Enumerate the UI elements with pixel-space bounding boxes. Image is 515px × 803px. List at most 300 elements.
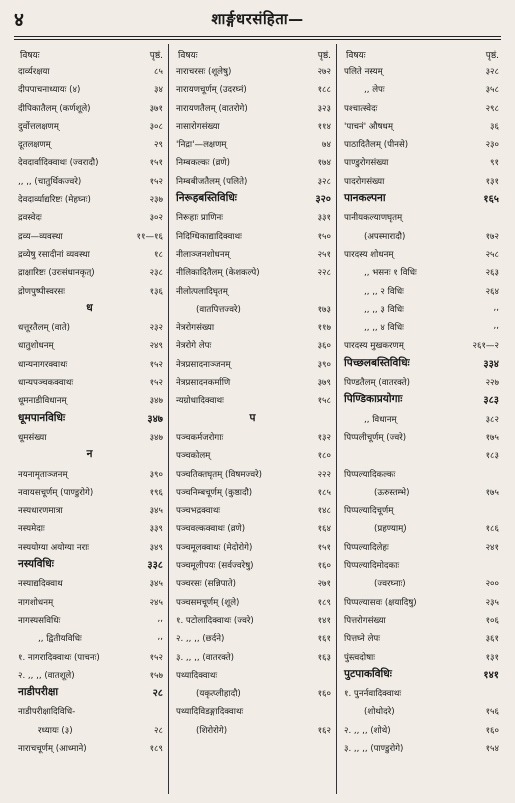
entry-page-number: ,, bbox=[157, 632, 163, 643]
entry-topic: धान्यनागरक्वाथः bbox=[18, 359, 68, 370]
entry-page-number: २८ bbox=[152, 688, 163, 700]
entry-topic: धातुशोधनम् bbox=[18, 341, 54, 352]
index-entry bbox=[14, 135, 165, 153]
index-entry bbox=[340, 172, 501, 190]
entry-page-number: २३५ bbox=[485, 597, 499, 608]
entry-page-number: ८५ bbox=[154, 67, 163, 77]
index-entry bbox=[14, 190, 165, 208]
entry-page-number: १५७ bbox=[149, 670, 163, 681]
entry-topic: दीपपाचनाध्यायः (४) bbox=[18, 85, 81, 96]
entry-page-number: १८० bbox=[317, 451, 331, 462]
entry-page-number: ,, bbox=[157, 613, 163, 624]
entry-topic: (शोथोदरे) bbox=[364, 707, 395, 718]
entry-topic: ,, लेपः bbox=[364, 85, 385, 96]
entry-page-number: २८ bbox=[154, 725, 163, 736]
entry-page-number: २३८ bbox=[149, 268, 163, 279]
entry-topic: नागस्यसविधिः bbox=[18, 615, 61, 626]
entry-page-number: १७२ bbox=[485, 231, 499, 242]
entry-topic: पित्तरोगसंख्या bbox=[344, 615, 386, 626]
index-entry bbox=[14, 519, 165, 537]
entry-page-number: २९८ bbox=[485, 103, 499, 114]
entry-topic: नागशोधनम् bbox=[18, 597, 54, 608]
index-entry bbox=[14, 629, 165, 647]
entry-page-number: १५२ bbox=[149, 652, 163, 663]
entry-topic: ,, ,, (चातुर्थिकज्वरे) bbox=[18, 176, 82, 187]
index-entry bbox=[14, 282, 165, 300]
index-entry bbox=[172, 684, 333, 702]
entry-page-number: १३१ bbox=[485, 652, 499, 663]
index-entry bbox=[14, 62, 165, 80]
entry-topic: ,, ,, ३ विधिः bbox=[364, 304, 404, 315]
entry-topic: १. नागरादिक्वाथः (पाचनः) bbox=[18, 652, 100, 663]
entry-page-number: १५१ bbox=[149, 158, 163, 169]
entry-topic: पलिते नस्यम् bbox=[344, 67, 383, 77]
entry-topic: पिप्पल्यादिमोदकाः bbox=[344, 561, 400, 572]
index-entry bbox=[340, 483, 501, 501]
index-entry bbox=[340, 80, 501, 98]
entry-page-number: ३२० bbox=[315, 194, 331, 206]
index-entry bbox=[14, 648, 165, 666]
entry-page-number: १८८ bbox=[317, 85, 331, 96]
index-entry bbox=[172, 172, 333, 190]
index-entry bbox=[340, 391, 501, 409]
entry-page-number: २३७ bbox=[149, 195, 163, 206]
entry-topic: पाठादितैलम् (पीनसे) bbox=[344, 140, 409, 151]
entry-topic: पञ्चसमचूर्णम् (शूले) bbox=[176, 597, 240, 608]
entry-topic: पित्तघ्ने लेपः bbox=[344, 634, 381, 645]
entry-topic: पश्चात्स्वेदः bbox=[344, 103, 378, 114]
index-entry bbox=[340, 428, 501, 446]
entry-topic: नाडीपरीक्षादिविधि- bbox=[18, 707, 76, 718]
header-rule bbox=[14, 36, 501, 37]
entry-topic: धूमनाडीविधानम् bbox=[18, 396, 67, 407]
index-entry bbox=[340, 318, 501, 336]
index-entry bbox=[340, 227, 501, 245]
entry-page-number: २६१—२ bbox=[472, 341, 499, 352]
index-entry bbox=[14, 263, 165, 281]
index-entry bbox=[14, 153, 165, 171]
entry-topic: पिप्पलीचूर्णम् (ज्वरे) bbox=[344, 432, 407, 443]
entry-topic: (ऊरुस्तम्भे) bbox=[374, 487, 410, 498]
index-entry bbox=[340, 355, 501, 373]
index-entry bbox=[14, 556, 165, 574]
entry-topic: पिप्पल्यादिचूर्णम् bbox=[344, 506, 394, 517]
index-entry bbox=[340, 556, 501, 574]
entry-page-number: १६१ bbox=[317, 634, 331, 645]
entry-topic: पारदस्य मुखकरणम् bbox=[344, 341, 404, 352]
entry-topic: पञ्चकोलम् bbox=[176, 451, 211, 462]
entry-topic: 'पाचनं' औषधम् bbox=[344, 121, 393, 132]
index-entry bbox=[340, 739, 501, 757]
index-entry bbox=[14, 501, 165, 519]
entry-topic: पञ्चभद्रक्वाथः bbox=[176, 506, 221, 517]
entry-page-number: ३३४ bbox=[483, 358, 499, 370]
entry-topic: पिच्छलबस्तिविधिः bbox=[344, 356, 410, 369]
index-entry bbox=[340, 153, 501, 171]
index-column-3 bbox=[340, 44, 501, 796]
entry-page-number: ३४५ bbox=[149, 579, 163, 590]
entry-topic: निरूहबस्तिविधिः bbox=[176, 192, 237, 205]
entry-topic: नस्यधारणमात्रा bbox=[18, 506, 63, 517]
entry-topic: ३. ,, ,, (वातरक्ते) bbox=[176, 652, 234, 663]
entry-topic: द्रव्य—व्यवस्था bbox=[18, 231, 63, 242]
index-column-2 bbox=[172, 44, 333, 796]
entry-page-number: ३६ bbox=[490, 121, 499, 132]
index-entry bbox=[172, 611, 333, 629]
entry-topic: पञ्चरसः (सन्निपाते) bbox=[176, 579, 236, 590]
entry-page-number: २२२ bbox=[317, 469, 331, 480]
entry-topic: पाण्डुरोगसंख्या bbox=[344, 158, 389, 169]
index-entry bbox=[14, 227, 165, 245]
index-entry bbox=[14, 245, 165, 263]
entry-page-number: १४८ bbox=[317, 506, 331, 517]
index-entry bbox=[14, 318, 165, 336]
entry-page-number: ७४ bbox=[322, 140, 331, 151]
entry-topic: (अपस्मारादौ) bbox=[364, 231, 406, 242]
index-entry bbox=[340, 208, 501, 226]
column-header bbox=[340, 44, 501, 62]
entry-page-number: ३६१ bbox=[485, 634, 499, 645]
entry-page-number: ३०२ bbox=[149, 213, 163, 224]
entry-topic: दुर्वोत्तलक्षणम् bbox=[18, 121, 59, 132]
index-entry bbox=[340, 263, 501, 281]
entry-topic: न्यग्रोधादिक्वाथः bbox=[176, 396, 224, 407]
entry-topic: पानकल्पना bbox=[344, 192, 386, 205]
entry-topic: पथ्यादिक्वाथः bbox=[176, 670, 218, 681]
index-entry bbox=[14, 410, 165, 428]
entry-topic: १. पुनर्नवादिक्वाथः bbox=[344, 689, 402, 700]
entry-page-number: २७२ bbox=[317, 67, 331, 77]
entry-topic: नेत्रप्रसादनाञ्जनम् bbox=[176, 359, 231, 370]
entry-topic: नेत्ररोगे लेपः bbox=[176, 341, 212, 352]
index-entry bbox=[340, 538, 501, 556]
index-entry bbox=[172, 208, 333, 226]
index-entry bbox=[172, 648, 333, 666]
entry-topic: नारायणतैलम् (वातरोगे) bbox=[176, 103, 248, 114]
index-entry bbox=[172, 245, 333, 263]
index-entry bbox=[14, 483, 165, 501]
entry-page-number: ३४ bbox=[154, 85, 163, 96]
index-entry bbox=[14, 574, 165, 592]
index-entry bbox=[14, 702, 165, 720]
entry-page-number: ३०८ bbox=[149, 121, 163, 132]
entry-topic: पादरोगसंख्या bbox=[344, 176, 385, 187]
entry-page-number: १६० bbox=[485, 725, 499, 736]
entry-page-number: ३२३ bbox=[317, 103, 331, 114]
entry-topic: धूमसंख्या bbox=[18, 432, 47, 443]
entry-page-number: १६२ bbox=[317, 725, 331, 736]
index-entry bbox=[340, 648, 501, 666]
column-header-page: पृष्ठं. bbox=[485, 51, 499, 61]
entry-topic: धान्यपञ्चकक्वाथः bbox=[18, 378, 74, 389]
index-entry bbox=[172, 391, 333, 409]
index-entry bbox=[340, 336, 501, 354]
entry-topic: निम्बबीजतैलम् (पलिते) bbox=[176, 176, 248, 187]
index-entry bbox=[172, 355, 333, 373]
index-entry bbox=[172, 702, 333, 720]
entry-topic: पारदस्य शोधनम् bbox=[344, 249, 394, 260]
index-entry bbox=[172, 593, 333, 611]
index-entry bbox=[172, 336, 333, 354]
column-header-page: पृष्ठं. bbox=[149, 51, 163, 61]
index-entry bbox=[14, 739, 165, 757]
entry-page-number: १३६ bbox=[149, 286, 163, 297]
entry-topic: नीलोत्पलादिघृतम् bbox=[176, 286, 228, 297]
index-entry bbox=[14, 465, 165, 483]
index-entry bbox=[172, 282, 333, 300]
entry-page-number: १३१ bbox=[485, 176, 499, 187]
entry-topic: पानीयकल्याणघृतम् bbox=[344, 213, 403, 224]
index-entry bbox=[340, 702, 501, 720]
index-entry bbox=[14, 428, 165, 446]
entry-topic: देवदार्व्याद्यरिष्टः (मेहघ्नः) bbox=[18, 195, 91, 206]
index-entry bbox=[14, 208, 165, 226]
index-entry bbox=[14, 117, 165, 135]
column-divider bbox=[168, 44, 169, 794]
entry-topic: २. ,, ,, (शोथे) bbox=[344, 725, 391, 736]
entry-page-number: १८५ bbox=[317, 487, 331, 498]
index-entry bbox=[172, 629, 333, 647]
entry-topic: प bbox=[249, 411, 256, 424]
entry-page-number: ३७९ bbox=[317, 378, 331, 389]
index-entry bbox=[340, 62, 501, 80]
entry-topic: पिप्पल्यासवः (क्षयादिषु) bbox=[344, 597, 417, 608]
entry-topic: ध bbox=[86, 301, 93, 314]
index-entry bbox=[172, 153, 333, 171]
entry-page-number: ३४५ bbox=[149, 506, 163, 517]
entry-page-number: ३३१ bbox=[317, 213, 331, 224]
index-entry bbox=[14, 373, 165, 391]
column-header-page: पृष्ठं. bbox=[317, 51, 331, 61]
index-column-1 bbox=[14, 44, 165, 796]
entry-topic: ,, विधानम् bbox=[364, 414, 397, 425]
page-number: ४ bbox=[14, 9, 24, 31]
index-entry bbox=[172, 99, 333, 117]
entry-page-number: १६४ bbox=[317, 524, 331, 535]
entry-topic: पिप्पल्यादिलेहः bbox=[344, 542, 389, 553]
index-entry bbox=[172, 446, 333, 464]
entry-page-number: ११७ bbox=[317, 323, 331, 334]
entry-page-number: ३७१ bbox=[149, 103, 163, 114]
entry-page-number: १७५ bbox=[485, 432, 499, 443]
running-title: शार्ङ्गधरसंहिता— bbox=[211, 10, 304, 28]
index-entry bbox=[340, 282, 501, 300]
index-entry bbox=[172, 483, 333, 501]
index-entry bbox=[14, 538, 165, 556]
index-entry bbox=[172, 465, 333, 483]
entry-topic: 'निद्रा'—लक्षणम् bbox=[176, 140, 227, 151]
entry-page-number: १६५ bbox=[483, 194, 499, 206]
index-entry bbox=[14, 391, 165, 409]
index-entry bbox=[172, 80, 333, 98]
entry-page-number: ३२८ bbox=[485, 67, 499, 77]
entry-topic: पिप्पल्यादिकल्कः bbox=[344, 469, 396, 480]
entry-page-number: १७३ bbox=[317, 304, 331, 315]
entry-page-number: १५६ bbox=[485, 707, 499, 718]
entry-topic: पञ्चमूलीपयः (सर्वज्वरेषु) bbox=[176, 561, 254, 572]
entry-page-number: १५१ bbox=[317, 542, 331, 553]
index-entry bbox=[340, 519, 501, 537]
entry-topic: नासारोगसंख्या bbox=[176, 121, 220, 132]
index-entry bbox=[172, 300, 333, 318]
entry-page-number: २५१ bbox=[317, 249, 331, 260]
entry-topic: नेत्रप्रसादनकर्माणि bbox=[176, 378, 231, 389]
entry-topic: निरूहाः प्राणिनः bbox=[176, 213, 223, 224]
entry-topic: नस्यविधिः bbox=[18, 558, 54, 571]
entry-page-number: १७५ bbox=[485, 487, 499, 498]
column-header bbox=[172, 44, 333, 62]
entry-page-number: १४१ bbox=[317, 615, 331, 626]
entry-topic: नवायसचूर्णम् (पाण्डुरोगे) bbox=[18, 487, 94, 498]
entry-page-number: १३२ bbox=[317, 432, 331, 443]
entry-topic: द्राक्षारिष्टः (उरःसंधानकृत्) bbox=[18, 268, 95, 279]
entry-page-number: १८९ bbox=[317, 597, 331, 608]
entry-topic: १. पटोलादिक्वाथः (ज्वरे) bbox=[176, 615, 254, 626]
entry-page-number: १५२ bbox=[149, 378, 163, 389]
index-entry bbox=[340, 190, 501, 208]
entry-page-number: १८९ bbox=[149, 743, 163, 754]
index-entry bbox=[340, 117, 501, 135]
entry-page-number: १०६ bbox=[485, 615, 499, 626]
index-entry bbox=[172, 117, 333, 135]
index-entry bbox=[340, 721, 501, 739]
entry-page-number: ३४७ bbox=[149, 432, 163, 443]
entry-page-number: २२७ bbox=[485, 378, 499, 389]
entry-page-number: २३० bbox=[485, 140, 499, 151]
index-entry bbox=[340, 666, 501, 684]
index-entry bbox=[340, 574, 501, 592]
index-entry bbox=[172, 538, 333, 556]
entry-page-number: ३९० bbox=[149, 469, 163, 480]
column-divider bbox=[336, 44, 337, 794]
index-entry bbox=[340, 446, 501, 464]
entry-topic: पञ्चनिम्बचूर्णम् (कुष्ठादौ) bbox=[176, 487, 253, 498]
entry-page-number: १५४ bbox=[485, 743, 499, 754]
entry-topic: निम्बकल्कः (व्रणे) bbox=[176, 158, 230, 169]
index-entry bbox=[14, 611, 165, 629]
column-header-label: विषयः bbox=[20, 51, 40, 61]
entry-page-number: १५२ bbox=[149, 359, 163, 370]
entry-page-number: १८६ bbox=[485, 524, 499, 535]
entry-page-number: १८३ bbox=[485, 451, 499, 462]
index-entry bbox=[14, 336, 165, 354]
index-entry bbox=[14, 99, 165, 117]
column-header bbox=[14, 44, 165, 62]
entry-topic: दीपिकातैलम् (कर्णशूले) bbox=[18, 103, 91, 114]
index-entry bbox=[340, 465, 501, 483]
index-entry bbox=[14, 593, 165, 611]
entry-topic: पिण्डतैलम् (वातरक्ते) bbox=[344, 378, 411, 389]
entry-topic: धूमपानविधिः bbox=[18, 411, 66, 424]
header-rule-thin bbox=[14, 39, 501, 40]
entry-page-number: ११—१६ bbox=[136, 231, 163, 242]
entry-page-number: ,, bbox=[493, 321, 499, 332]
entry-page-number: १६० bbox=[317, 689, 331, 700]
entry-page-number: ३४७ bbox=[149, 396, 163, 407]
index-entry bbox=[172, 135, 333, 153]
entry-page-number: ३८३ bbox=[483, 395, 499, 407]
entry-topic: पिण्डिकाप्रयोगाः bbox=[344, 393, 403, 406]
entry-topic: (वातपित्तज्वरे) bbox=[196, 304, 241, 315]
entry-page-number: ३५८ bbox=[485, 85, 499, 96]
entry-topic: पुटपाकविधिः bbox=[344, 667, 392, 680]
entry-page-number: ३८२ bbox=[485, 414, 499, 425]
index-entry bbox=[340, 410, 501, 428]
entry-topic: नयनामृताञ्जनम् bbox=[18, 469, 68, 480]
index-entry bbox=[172, 574, 333, 592]
entry-topic: नस्ययोग्या अयोग्या नराः bbox=[18, 542, 90, 553]
entry-page-number: २६४ bbox=[485, 286, 499, 297]
column-header-label: विषयः bbox=[178, 51, 198, 61]
index-entry bbox=[172, 556, 333, 574]
entry-page-number: २६३ bbox=[485, 268, 499, 279]
entry-page-number: ३३९ bbox=[149, 524, 163, 535]
entry-page-number: ३२८ bbox=[317, 176, 331, 187]
index-entry bbox=[14, 80, 165, 98]
entry-page-number: २३२ bbox=[149, 323, 163, 334]
index-entry bbox=[172, 62, 333, 80]
entry-topic: नाराचरसः (शूलेषु) bbox=[176, 67, 232, 77]
entry-topic: दूतलक्षणम् bbox=[18, 140, 51, 151]
entry-page-number: १४१ bbox=[483, 669, 499, 681]
index-entry bbox=[172, 318, 333, 336]
entry-page-number: १९६ bbox=[149, 487, 163, 498]
entry-topic: पुंस्त्वदोषाः bbox=[344, 652, 375, 663]
entry-page-number: १५० bbox=[317, 231, 331, 242]
entry-topic: (यकृत्प्लीहादौ) bbox=[196, 689, 241, 700]
entry-topic: ,, ,, ४ विधिः bbox=[364, 323, 404, 334]
entry-topic: नेत्ररोगसंख्या bbox=[176, 323, 215, 334]
index-entry bbox=[340, 373, 501, 391]
entry-topic: २. ,, ,, (छर्दने) bbox=[176, 634, 225, 645]
entry-topic: २. ,, ,, (वातशूले) bbox=[18, 670, 75, 681]
entry-page-number: ९१ bbox=[490, 158, 499, 169]
index-entry bbox=[172, 263, 333, 281]
index-entry bbox=[340, 684, 501, 702]
entry-page-number: २२८ bbox=[317, 268, 331, 279]
index-entry bbox=[14, 172, 165, 190]
index-entry bbox=[172, 501, 333, 519]
index-entry bbox=[14, 355, 165, 373]
entry-topic: नस्याद्यदिक्वाथ bbox=[18, 579, 63, 590]
entry-topic: पञ्चतिक्तघृतम् (विषमज्वरे) bbox=[176, 469, 263, 480]
index-entry bbox=[172, 666, 333, 684]
index-entry bbox=[340, 99, 501, 117]
entry-topic: नाडीपरीक्षा bbox=[18, 686, 59, 699]
entry-page-number: ३९० bbox=[317, 359, 331, 370]
entry-page-number: ,, bbox=[493, 302, 499, 313]
entry-page-number: ११४ bbox=[317, 121, 331, 132]
entry-topic: दार्व्यरक्षया bbox=[18, 67, 50, 77]
entry-topic: न bbox=[86, 448, 93, 461]
entry-page-number: २४९ bbox=[149, 341, 163, 352]
index-entry bbox=[172, 227, 333, 245]
entry-topic: (शिरोरोगे) bbox=[196, 725, 228, 736]
section-letter bbox=[14, 446, 165, 464]
entry-page-number: ३६० bbox=[317, 341, 331, 352]
entry-page-number: १८ bbox=[154, 249, 163, 260]
index-entry bbox=[340, 629, 501, 647]
index-entry bbox=[172, 428, 333, 446]
entry-topic: निदिग्धिकाद्यादिक्वाथः bbox=[176, 231, 242, 242]
entry-topic: ,, भसनः १ विधिः bbox=[364, 268, 417, 279]
entry-page-number: १६३ bbox=[317, 652, 331, 663]
index-entry bbox=[14, 721, 165, 739]
index-entry bbox=[340, 245, 501, 263]
entry-topic: द्रव्येषु रसादीनां व्यवस्था bbox=[18, 249, 90, 260]
entry-topic: ,, ,, २ विधिः bbox=[364, 286, 404, 297]
index-entry bbox=[340, 300, 501, 318]
